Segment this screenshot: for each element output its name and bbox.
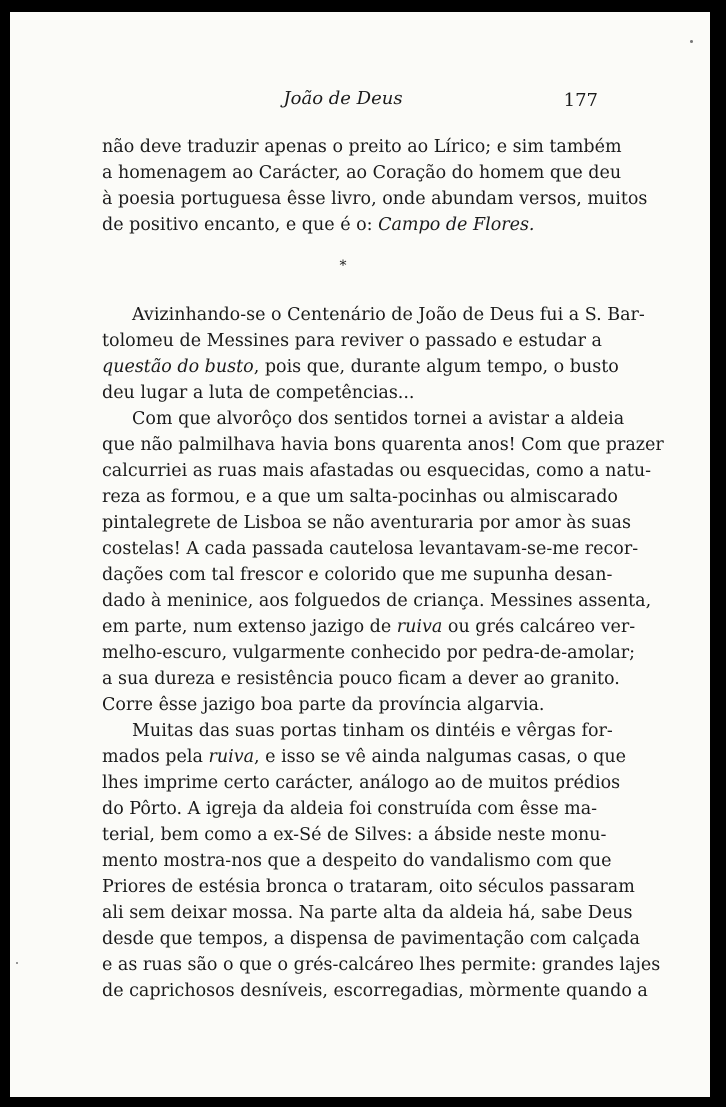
text-span: em parte, num extenso jazigo de <box>102 617 397 637</box>
section-separator: * <box>339 258 347 274</box>
text-line: de caprichosos desníveis, escorregadias, mòrmente quando a <box>102 981 648 1001</box>
emphasis-questao-do-busto: questão do busto <box>102 357 254 377</box>
page-number: 177 <box>563 90 598 111</box>
text-line: não deve traduzir apenas o preito ao Lírico; e sim também <box>102 137 622 157</box>
text-line: Avizinhando-se o Centenário de João de Deus fui a S. Bar- <box>132 305 645 325</box>
text-line: mento mostra-nos que a despeito do vandalismo com que <box>102 851 612 871</box>
text-line: tolomeu de Messines para reviver o passado e estudar a <box>102 331 602 351</box>
running-title: João de Deus <box>283 88 403 109</box>
text-line <box>102 212 584 238</box>
text-line: pintalegrete de Lisboa se não aventuraria por amor às suas <box>102 513 631 533</box>
text-line: terial, bem como a ex-Sé de Silves: a ábside neste monu- <box>102 825 607 845</box>
running-header <box>102 88 598 116</box>
text-span: de positivo encanto, e que é o: <box>102 215 379 235</box>
book-title-campo-de-flores: Campo de Flores. <box>378 215 535 235</box>
text-line: que não palmilhava havia bons quarenta anos! Com que prazer <box>102 435 664 455</box>
text-line: Com que alvorôço dos sentidos tornei a avistar a aldeia <box>132 409 625 429</box>
text-span: , e isso se vê ainda nalgumas casas, o que <box>254 747 626 767</box>
text-line: calcurriei as ruas mais afastadas ou esquecidas, como a natu- <box>102 461 652 481</box>
text-line: lhes imprime certo carácter, análogo ao de muitos prédios <box>102 773 621 793</box>
text-line: ali sem deixar mossa. Na parte alta da aldeia há, sabe Deus <box>102 903 633 923</box>
text-line: desde que tempos, a dispensa de pavimentação com calçada <box>102 929 640 949</box>
text-span: ou grés calcáreo ver- <box>442 617 636 637</box>
text-line: Corre êsse jazigo boa parte da província algarvia. <box>102 695 545 715</box>
text-line: e as ruas são o que o grés-calcáreo lhes permite: grandes lajes <box>102 955 661 975</box>
text-line: Priores de estésia bronca o trataram, oito séculos passaram <box>102 877 635 897</box>
text-line <box>102 744 626 770</box>
text-line: dações com tal frescor e colorido que me supunha desan- <box>102 565 613 585</box>
text-line <box>102 614 636 640</box>
text-line: deu lugar a luta de competências... <box>102 383 415 403</box>
text-line: melho-escuro, vulgarmente conhecido por pedra-de-amolar; <box>102 643 636 663</box>
scanned-page <box>10 12 710 1097</box>
text-span: , pois que, durante algum tempo, o busto <box>253 357 619 377</box>
text-line: reza as formou, e a que um salta-pocinhas ou almiscarado <box>102 487 618 507</box>
scan-speck <box>16 962 18 964</box>
text-line: a homenagem ao Carácter, ao Coração do homem que deu <box>102 163 622 183</box>
emphasis-ruiva: ruiva <box>396 617 443 637</box>
text-line: do Pôrto. A igreja da aldeia foi construída com êsse ma- <box>102 799 598 819</box>
text-line: costelas! A cada passada cautelosa levantavam-se-me recor- <box>102 539 639 559</box>
text-line <box>102 354 619 380</box>
scan-speck <box>690 40 693 43</box>
text-span: mados pela <box>102 747 209 767</box>
text-line: à poesia portuguesa êsse livro, onde abundam versos, muitos <box>102 189 648 209</box>
emphasis-ruiva: ruiva <box>208 747 255 767</box>
text-line: a sua dureza e resistência pouco ficam a dever ao granito. <box>102 669 620 689</box>
text-line: dado à meninice, aos folguedos de criança. Messines assenta, <box>102 591 652 611</box>
text-line: Muitas das suas portas tinham os dintéis e vêrgas for- <box>132 721 613 741</box>
